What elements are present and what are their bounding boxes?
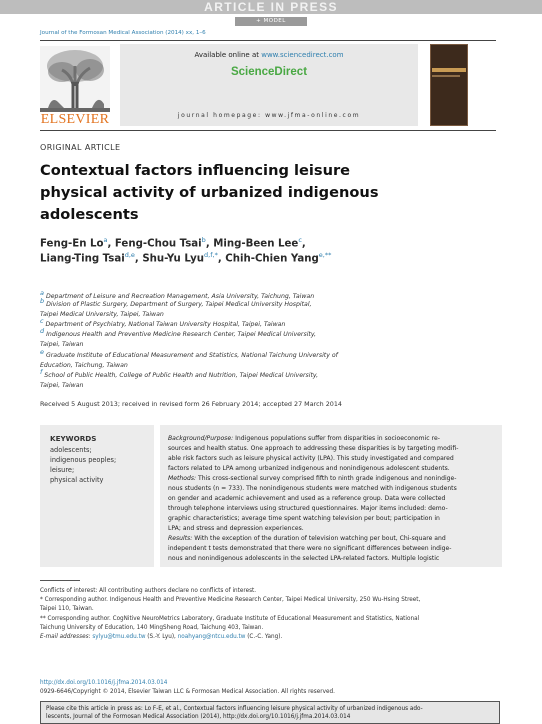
- abstract-text: LPA; and stress and depression experiences.: [168, 525, 304, 532]
- copyright-line: 0929-6646/Copyright © 2014, Elsevier Taiwan LLC & Formosan Medical Association. All rights reserved.: [40, 689, 335, 695]
- corresponding-author-footnote: Taichung University of Education, 140 MingSheng Road, Taichung 403, Taiwan.: [40, 625, 264, 631]
- journal-cover-title-band: [432, 68, 466, 72]
- email-label: E-mail addresses:: [40, 634, 91, 640]
- abstract-text: graphic characteristics; average time spent watching television per bout; participation in: [168, 515, 440, 522]
- elsevier-wordmark: ELSEVIER: [40, 112, 110, 127]
- abstract-text: With the exception of the duration of television watching per bout, Chi-square and: [192, 535, 446, 542]
- abstract-line: [168, 455, 454, 462]
- sciencedirect-logo: ScienceDirect: [230, 66, 308, 78]
- affiliation-text: Taipei, Taiwan: [40, 382, 84, 390]
- abstract-line: [168, 465, 450, 472]
- affiliation-text: Taipei Medical University, Taipei, Taiwan: [40, 311, 164, 319]
- keyword: physical activity: [50, 476, 104, 484]
- masthead-top-rule: [40, 40, 496, 41]
- author-affiliation-ref[interactable]: e,**: [318, 251, 332, 259]
- abstract-line: [168, 535, 446, 542]
- journal-homepage[interactable]: journal homepage: www.jfma-online.com: [177, 112, 361, 119]
- title-line: Contextual factors influencing leisure: [40, 162, 351, 179]
- author-name: Feng-Chou Tsai: [114, 238, 202, 250]
- email-link[interactable]: sylyu@tmu.edu.tw: [92, 634, 146, 640]
- email-owner: (S.-Y. Lyu),: [145, 634, 178, 640]
- sciencedirect-link[interactable]: www.sciencedirect.com: [261, 51, 344, 59]
- abstract-line: [168, 475, 456, 482]
- affiliation-marker: e: [40, 348, 44, 356]
- abstract-text: nous students (n = 733). The nonindigenous students were matched with indigenous students: [168, 485, 457, 492]
- abstract-line: [168, 545, 452, 552]
- journal-cover-subtitle-band: [432, 75, 460, 77]
- author-separator: ,: [205, 238, 214, 250]
- cite-this-article-box: [40, 701, 500, 724]
- abstract-line: [168, 485, 457, 492]
- abstract-text: sources and health status. One approach to addressing these disparities is by targeting modifi-: [168, 445, 459, 452]
- article-type: ORIGINAL ARTICLE: [40, 143, 121, 152]
- journal-cover-thumbnail: [430, 44, 468, 126]
- abstract-section-label: Methods:: [168, 475, 197, 482]
- abstract-line: [168, 505, 448, 512]
- author-name: Feng-En Lo: [40, 238, 104, 250]
- affiliation-text: Department of Psychiatry, National Taiwan University Hospital, Taipei, Taiwan: [45, 321, 286, 329]
- abstract-text: This cross-sectional survey comprised fifth to ninth grade indigenous and nonindige-: [196, 475, 457, 482]
- affiliation-marker: b: [40, 297, 45, 305]
- author-name: Ming-Been Lee: [213, 238, 299, 250]
- affiliation-marker: c: [40, 317, 44, 325]
- conflicts-footnote: Conflicts of interest: All contributing authors declare no conflicts of interest.: [40, 588, 257, 594]
- author-name: Shu-Yu Lyu: [142, 253, 205, 265]
- author-separator: ,: [217, 253, 226, 265]
- model-badge: + MODEL: [235, 17, 307, 26]
- keyword: leisure;: [50, 466, 75, 474]
- abstract-line: [168, 555, 439, 562]
- title-line: physical activity of urbanized indigenous: [40, 184, 379, 201]
- corresponding-author-footnote: * Corresponding author. Indigenous Health and Preventive Medicine Research Center, Taipei Medical University, 250 Wu-Hsing Street,: [40, 597, 421, 603]
- title-line: adolescents: [40, 206, 139, 223]
- affiliation-text: Department of Leisure and Recreation Management, Asia University, Taichung, Taiwan: [45, 293, 315, 301]
- received-dates: Received 5 August 2013; received in revised form 26 February 2014; accepted 27 March 2014: [40, 400, 342, 408]
- cite-line: lescents, Journal of the Formosan Medical Association (2014), http://dx.doi.org/10.1016/j.jfma.2014.03.014: [46, 714, 351, 720]
- author-affiliation-ref[interactable]: c: [298, 236, 302, 244]
- author-separator: ,: [301, 238, 306, 250]
- author-separator: ,: [134, 253, 143, 265]
- corresponding-author-footnote: ** Corresponding author. CogNitive NeuroMetrics Laboratory, Graduate Institute of Educational Measurement and Statistics, National: [40, 616, 420, 622]
- abstract-text: independent t tests demonstrated that there were no significant differences between indige-: [168, 545, 452, 552]
- author-line-2: [40, 251, 331, 264]
- affiliation: [40, 337, 83, 348]
- abstract-line: [168, 495, 445, 502]
- available-online-line: [120, 51, 418, 59]
- affiliation-text: Graduate Institute of Educational Measurement and Statistics, National Taichung University of: [45, 352, 338, 360]
- abstract-line: [168, 435, 440, 442]
- article-in-press-banner: [0, 0, 542, 14]
- keyword: adolescents;: [50, 446, 92, 454]
- author-affiliation-ref[interactable]: a: [103, 236, 108, 244]
- keyword: indigenous peoples;: [50, 456, 117, 464]
- masthead-bottom-rule: [40, 130, 496, 131]
- affiliation-text: Taipei, Taiwan: [40, 341, 84, 349]
- affiliation-marker: f: [40, 368, 43, 376]
- affiliation-text: Indigenous Health and Preventive Medicine Research Center, Taipei Medical University,: [46, 331, 316, 339]
- article-in-press-label: ARTICLE IN PRESS: [204, 0, 338, 14]
- email-owner: (C.-C. Yang).: [245, 634, 283, 640]
- abstract-line: [168, 525, 304, 532]
- affiliation: [40, 378, 83, 389]
- corresponding-author-footnote: Taipei 110, Taiwan.: [40, 606, 94, 612]
- footnote-rule: [40, 580, 80, 581]
- affiliation-marker: a: [40, 289, 44, 297]
- abstract-text: able risk factors such as leisure physical activity (LPA). This study investigated and compared: [168, 455, 454, 462]
- available-online-label: Available online at: [194, 51, 259, 59]
- abstract-text: Indigenous populations suffer from disparities in socioeconomic re-: [233, 435, 440, 442]
- author-affiliation-ref[interactable]: d,e: [124, 251, 135, 259]
- elsevier-tree-logo: [40, 46, 110, 112]
- cite-line: Please cite this article in press as: Lo F-E, et al., Contextual factors influencing leisure physical activity of urbanized indigenous ado-: [46, 706, 423, 712]
- author-name: Liang-Ting Tsai: [40, 253, 125, 265]
- author-name: Chih-Chien Yang: [225, 253, 319, 265]
- journal-citation-line[interactable]: Journal of the Formosan Medical Association (2014) xx, 1–6: [40, 30, 206, 36]
- author-affiliation-ref[interactable]: d,f,*: [204, 251, 218, 259]
- affiliation-marker: d: [40, 327, 45, 335]
- keywords-heading: KEYWORDS: [50, 434, 97, 443]
- abstract-line: [168, 515, 440, 522]
- affiliation-text: Division of Plastic Surgery, Department of Surgery, Taipei Medical University Hospital,: [46, 301, 312, 309]
- email-link[interactable]: noahyang@ntcu.edu.tw: [177, 634, 246, 640]
- abstract-section-label: Background/Purpose:: [168, 435, 234, 442]
- abstract-text: on gender and academic achievement and used as a reference group. Data were collected: [168, 495, 446, 502]
- affiliation-text: Education, Taichung, Taiwan: [40, 362, 128, 370]
- doi-link[interactable]: http://dx.doi.org/10.1016/j.jfma.2014.03.014: [40, 680, 168, 686]
- abstract-text: nous and nonindigenous adolescents in the selected LPA-related factors. Multiple logistic: [168, 555, 440, 562]
- email-addresses-footnote: [40, 634, 282, 640]
- author-line-1: [40, 236, 306, 249]
- author-separator: ,: [107, 238, 115, 250]
- affiliation-text: School of Public Health, College of Public Health and Nutrition, Taipei Medical University,: [44, 372, 319, 380]
- abstract-line: [168, 445, 458, 452]
- author-affiliation-ref[interactable]: b: [201, 236, 206, 244]
- abstract-section-label: Results:: [168, 535, 193, 542]
- abstract-text: factors related to LPA among urbanized indigenous and nonindigenous adolescent students.: [168, 465, 450, 472]
- abstract-text: through telephone interviews using structured questionnaires. Major items included: demo-: [168, 505, 448, 512]
